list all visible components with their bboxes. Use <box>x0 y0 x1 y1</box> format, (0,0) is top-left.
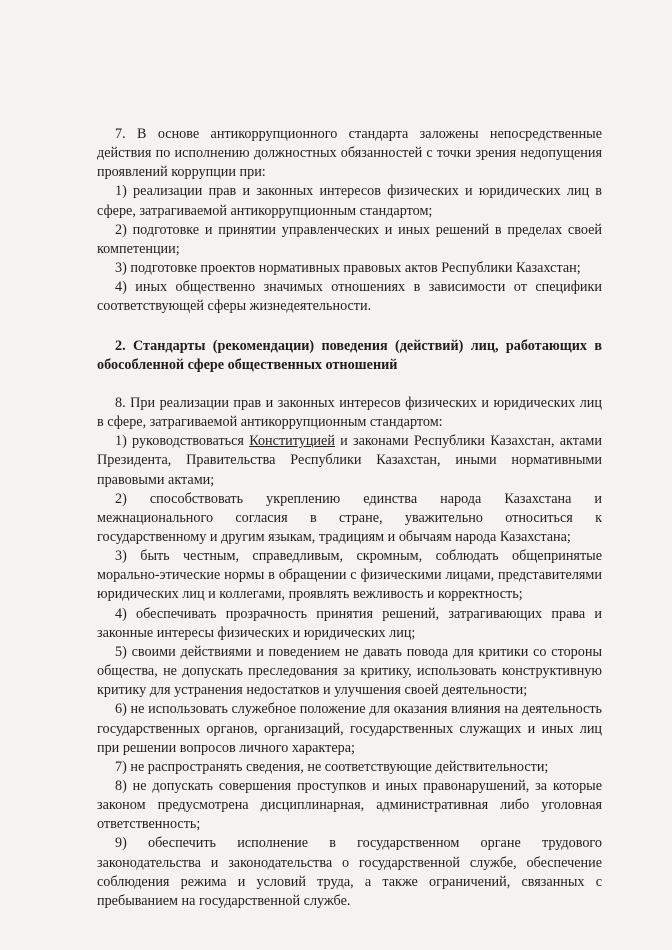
clause-8-item-6: 6) не использовать служебное положение для оказания влияния на деятельность государственных органов, организаций, государственных служащих и иных лиц при решении вопросов личного характера; <box>97 701 602 756</box>
clause-8-item-3: 3) быть честным, справедливым, скромным, соблюдать общепринятые морально-этические нормы в обращении с физическими лицами, представителями юридических лиц и коллегами, проявлять вежливость и корректность; <box>97 548 602 603</box>
clause-7-item-2: 2) подготовке и принятии управленческих и иных решений в пределах своей компетенции; <box>97 221 602 257</box>
clause-8-item-5: 5) своими действиями и поведением не давать повода для критики со стороны общества, не допускать преследования за критику, использовать конструктивную критику для устранения недостатков и улучшения своей деятельности; <box>97 643 602 699</box>
clause-8-item-2: 2) способствовать укреплению единства народа Казахстана и межнационального согласия в стране, уважительно относиться к государственному и другим языкам, традициям и обычаям народа Казахстана; <box>97 490 602 545</box>
clause-8-item-1-text-a: 1) руководствоваться <box>115 433 250 450</box>
clause-8-item-9: 9) обеспечить исполнение в государственном органе трудового законодательства и законодательства о государственной службе, обеспечение соблюдения режима и условий труда, а также ограничений, связанных с пребыванием на государственной службе. <box>97 835 602 909</box>
clause-7-intro: 7. В основе антикоррупционного стандарта заложены непосредственные действия по исполнению должностных обязанностей с точки зрения недопущения проявлений коррупции при: <box>97 126 602 181</box>
clause-8-item-4: 4) обеспечивать прозрачность принятия решений, затрагивающих права и законные интересы физических и юридических лиц; <box>97 605 602 641</box>
clause-7-item-4: 4) иных общественно значимых отношениях в зависимости от специфики соответствующей сферы жизнедеятельности. <box>97 279 602 315</box>
clause-8-item-8: 8) не допускать совершения проступков и иных правонарушений, за которые законом предусмотрена дисциплинарная, административная либо уголовная ответственность; <box>97 778 602 833</box>
clause-8-item-1-text-b: и законами Республики Казахстан, актами Президента, Правительства Республики Казахстан, иными нормативными правовыми актами; <box>97 433 603 488</box>
document-body <box>0 125 672 911</box>
clause-8-item-7: 7) не распространять сведения, не соответствующие действительности; <box>115 758 549 775</box>
clause-8-intro: 8. При реализации прав и законных интересов физических и юридических лиц в сфере, затрагиваемой антикоррупционным стандартом: <box>97 394 602 431</box>
clause-7-item-1: 1) реализации прав и законных интересов физических и юридических лиц в сфере, затрагиваемой антикоррупционным стандартом; <box>97 183 602 219</box>
section-2-heading: 2. Стандарты (рекомендации) поведения (действий) лиц, работающих в обособленной сфере общественных отношений <box>97 337 602 373</box>
clause-7-item-3: 3) подготовке проектов нормативных правовых актов Республики Казахстан; <box>115 260 581 277</box>
clause-8-item-1 <box>97 432 602 489</box>
constitution-link[interactable]: Конституцией <box>249 433 335 450</box>
